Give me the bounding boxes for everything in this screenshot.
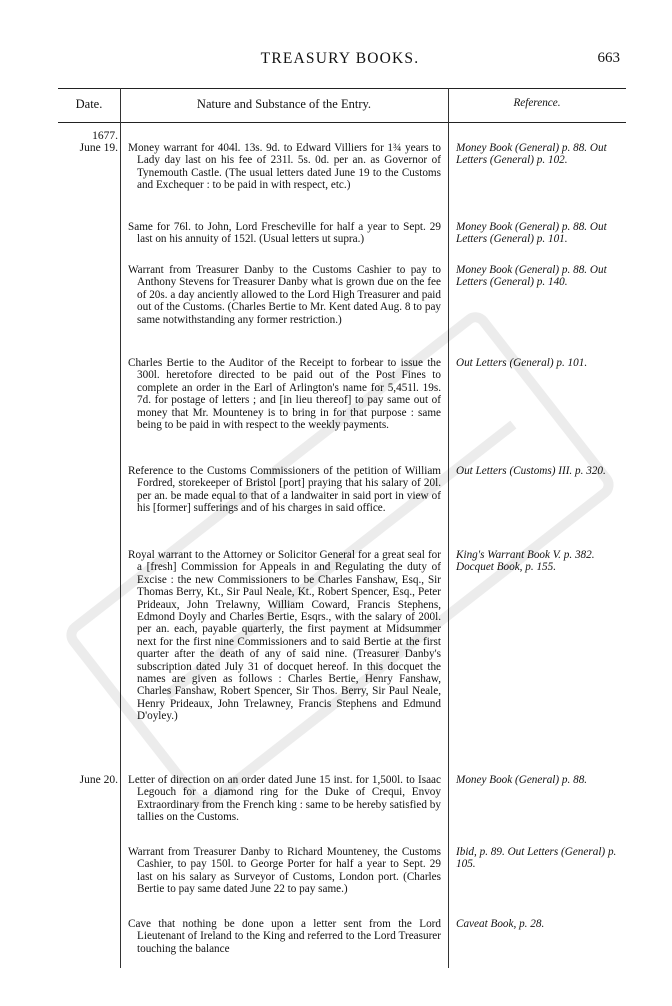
entry-text: Reference to the Customs Commissioners of the petition of William Fordred, storekeeper of Bristol [port] praying that his salary of 20l. per an. be made equal to that of a landwaiter in said port in view of his [former] sufferings and of his charges in said office. bbox=[128, 465, 441, 515]
entry-reference: Out Letters (Customs) III. p. 320. bbox=[456, 465, 606, 477]
column-divider-reference bbox=[448, 88, 449, 968]
column-header-reference: Reference. bbox=[513, 97, 561, 109]
entry-reference: King's Warrant Book V. p. 382. Docquet Book, p. 155. bbox=[456, 549, 595, 574]
entry-reference: Money Book (General) p. 88. Out Letters (General) p. 102. bbox=[456, 142, 607, 167]
entry-reference: Money Book (General) p. 88. bbox=[456, 774, 588, 786]
entry-text: Royal warrant to the Attorney or Solicitor General for a great seal for a [fresh] Commission for Appeals in and Regulating the duty of Excise : the new Commissioners to be Charles Fanshaw, Esq., Sir Thomas Berry, Kt., Sir Paul Neale, Kt., Robert Spencer, Esq., Peter Prideaux, John Trelawny, William Coward, Francis Stephens, Edmond Doyly and Charles Bertie, Esqrs., with the salary of 200l. per an. each, payable quarterly, the first payment at Midsummer next for the first nine Commissioners and to said Bertie at the first quarter after the death of any of said nine. (Treasurer Danby's subscription dated July 31 of docquet hereof. In this docquet the names are given as follows : Charles Bertie, Henry Fanshaw, Charles Fanshaw, Robert Spencer, Sir Thos. Berry, Sir Paul Neale, Henry Prideaux, John Trelawney, Francis Stephens and Edmund D'oyley.) bbox=[128, 549, 441, 723]
entry-text: Letter of direction on an order dated June 15 inst. for 1,500l. to Isaac Legouch for a diamond ring for the Duke of Crequi, Envoy Extraordinary from the French king : same to be hereby satisfied by tallies on the Customs. bbox=[128, 774, 441, 824]
entry-reference: Ibid, p. 89. Out Letters (General) p. 105. bbox=[456, 846, 617, 871]
entry-text: Cave that nothing be done upon a letter sent from the Lord Lieutenant of Ireland to the King and referred to the Lord Treasurer touching the balance bbox=[128, 918, 441, 955]
entry-text: Money warrant for 404l. 13s. 9d. to Edward Villiers for 1¾ years to Lady day last on his fee of 231l. 5s. 0d. per an. as Governor of Tynemouth Castle. (The usual letters dated June 19 to the Customs and Exchequer : to be paid in with respect, etc.) bbox=[128, 142, 441, 192]
page-header bbox=[60, 50, 620, 74]
entry-reference: Money Book (General) p. 88. Out Letters (General) p. 101. bbox=[456, 221, 607, 246]
entry-text: Charles Bertie to the Auditor of the Receipt to forbear to issue the 300l. heretofore directed to be paid out of the Post Fines to complete an order in the Earl of Arlington's name for 5,451l. 19s. 7d. for postage of letters ; and [in lieu thereof] to pay same out of money that Mr. Mounteney is to bring in for that purpose : same being to be paid in with respect to the weekly payments. bbox=[128, 357, 441, 432]
column-header-nature: Nature and Substance of the Entry. bbox=[196, 97, 372, 111]
header-bottom-rule bbox=[58, 122, 626, 123]
table-top-rule bbox=[58, 88, 626, 89]
entry-date: June 20. bbox=[79, 774, 118, 786]
entries-table bbox=[58, 88, 626, 968]
entry-reference: Out Letters (General) p. 101. bbox=[456, 357, 588, 369]
entry-reference: Caveat Book, p. 28. bbox=[456, 918, 545, 930]
entry-text: Warrant from Treasurer Danby to Richard Mounteney, the Customs Cashier, to pay 150l. to George Porter for half a year to Sept. 29 last on his salary as Surveyor of Customs, London port. (Charles Bertie to pay same dated June 22 to pay same.) bbox=[128, 846, 441, 896]
entry-reference: Money Book (General) p. 88. Out Letters (General) p. 140. bbox=[456, 264, 607, 289]
entry-text: Warrant from Treasurer Danby to the Customs Cashier to pay to Anthony Stevens for Treasurer Danby what is grown due on the fee of 20s. a day anciently allowed to the Lord High Treasurer and paid out of the Customs. (Charles Bertie to Mr. Kent dated Aug. 8 to pay same notwithstanding any former restriction.) bbox=[128, 264, 441, 326]
entry-text: Same for 76l. to John, Lord Frescheville for half a year to Sept. 29 last on his annuity of 152l. (Usual letters ut supra.) bbox=[128, 221, 441, 246]
column-divider-date bbox=[120, 88, 121, 968]
running-title: TREASURY BOOKS. bbox=[260, 50, 420, 67]
entry-date: 1677. June 19. bbox=[79, 130, 118, 154]
page-number: 663 bbox=[597, 50, 620, 66]
column-header-date: Date. bbox=[75, 97, 103, 111]
